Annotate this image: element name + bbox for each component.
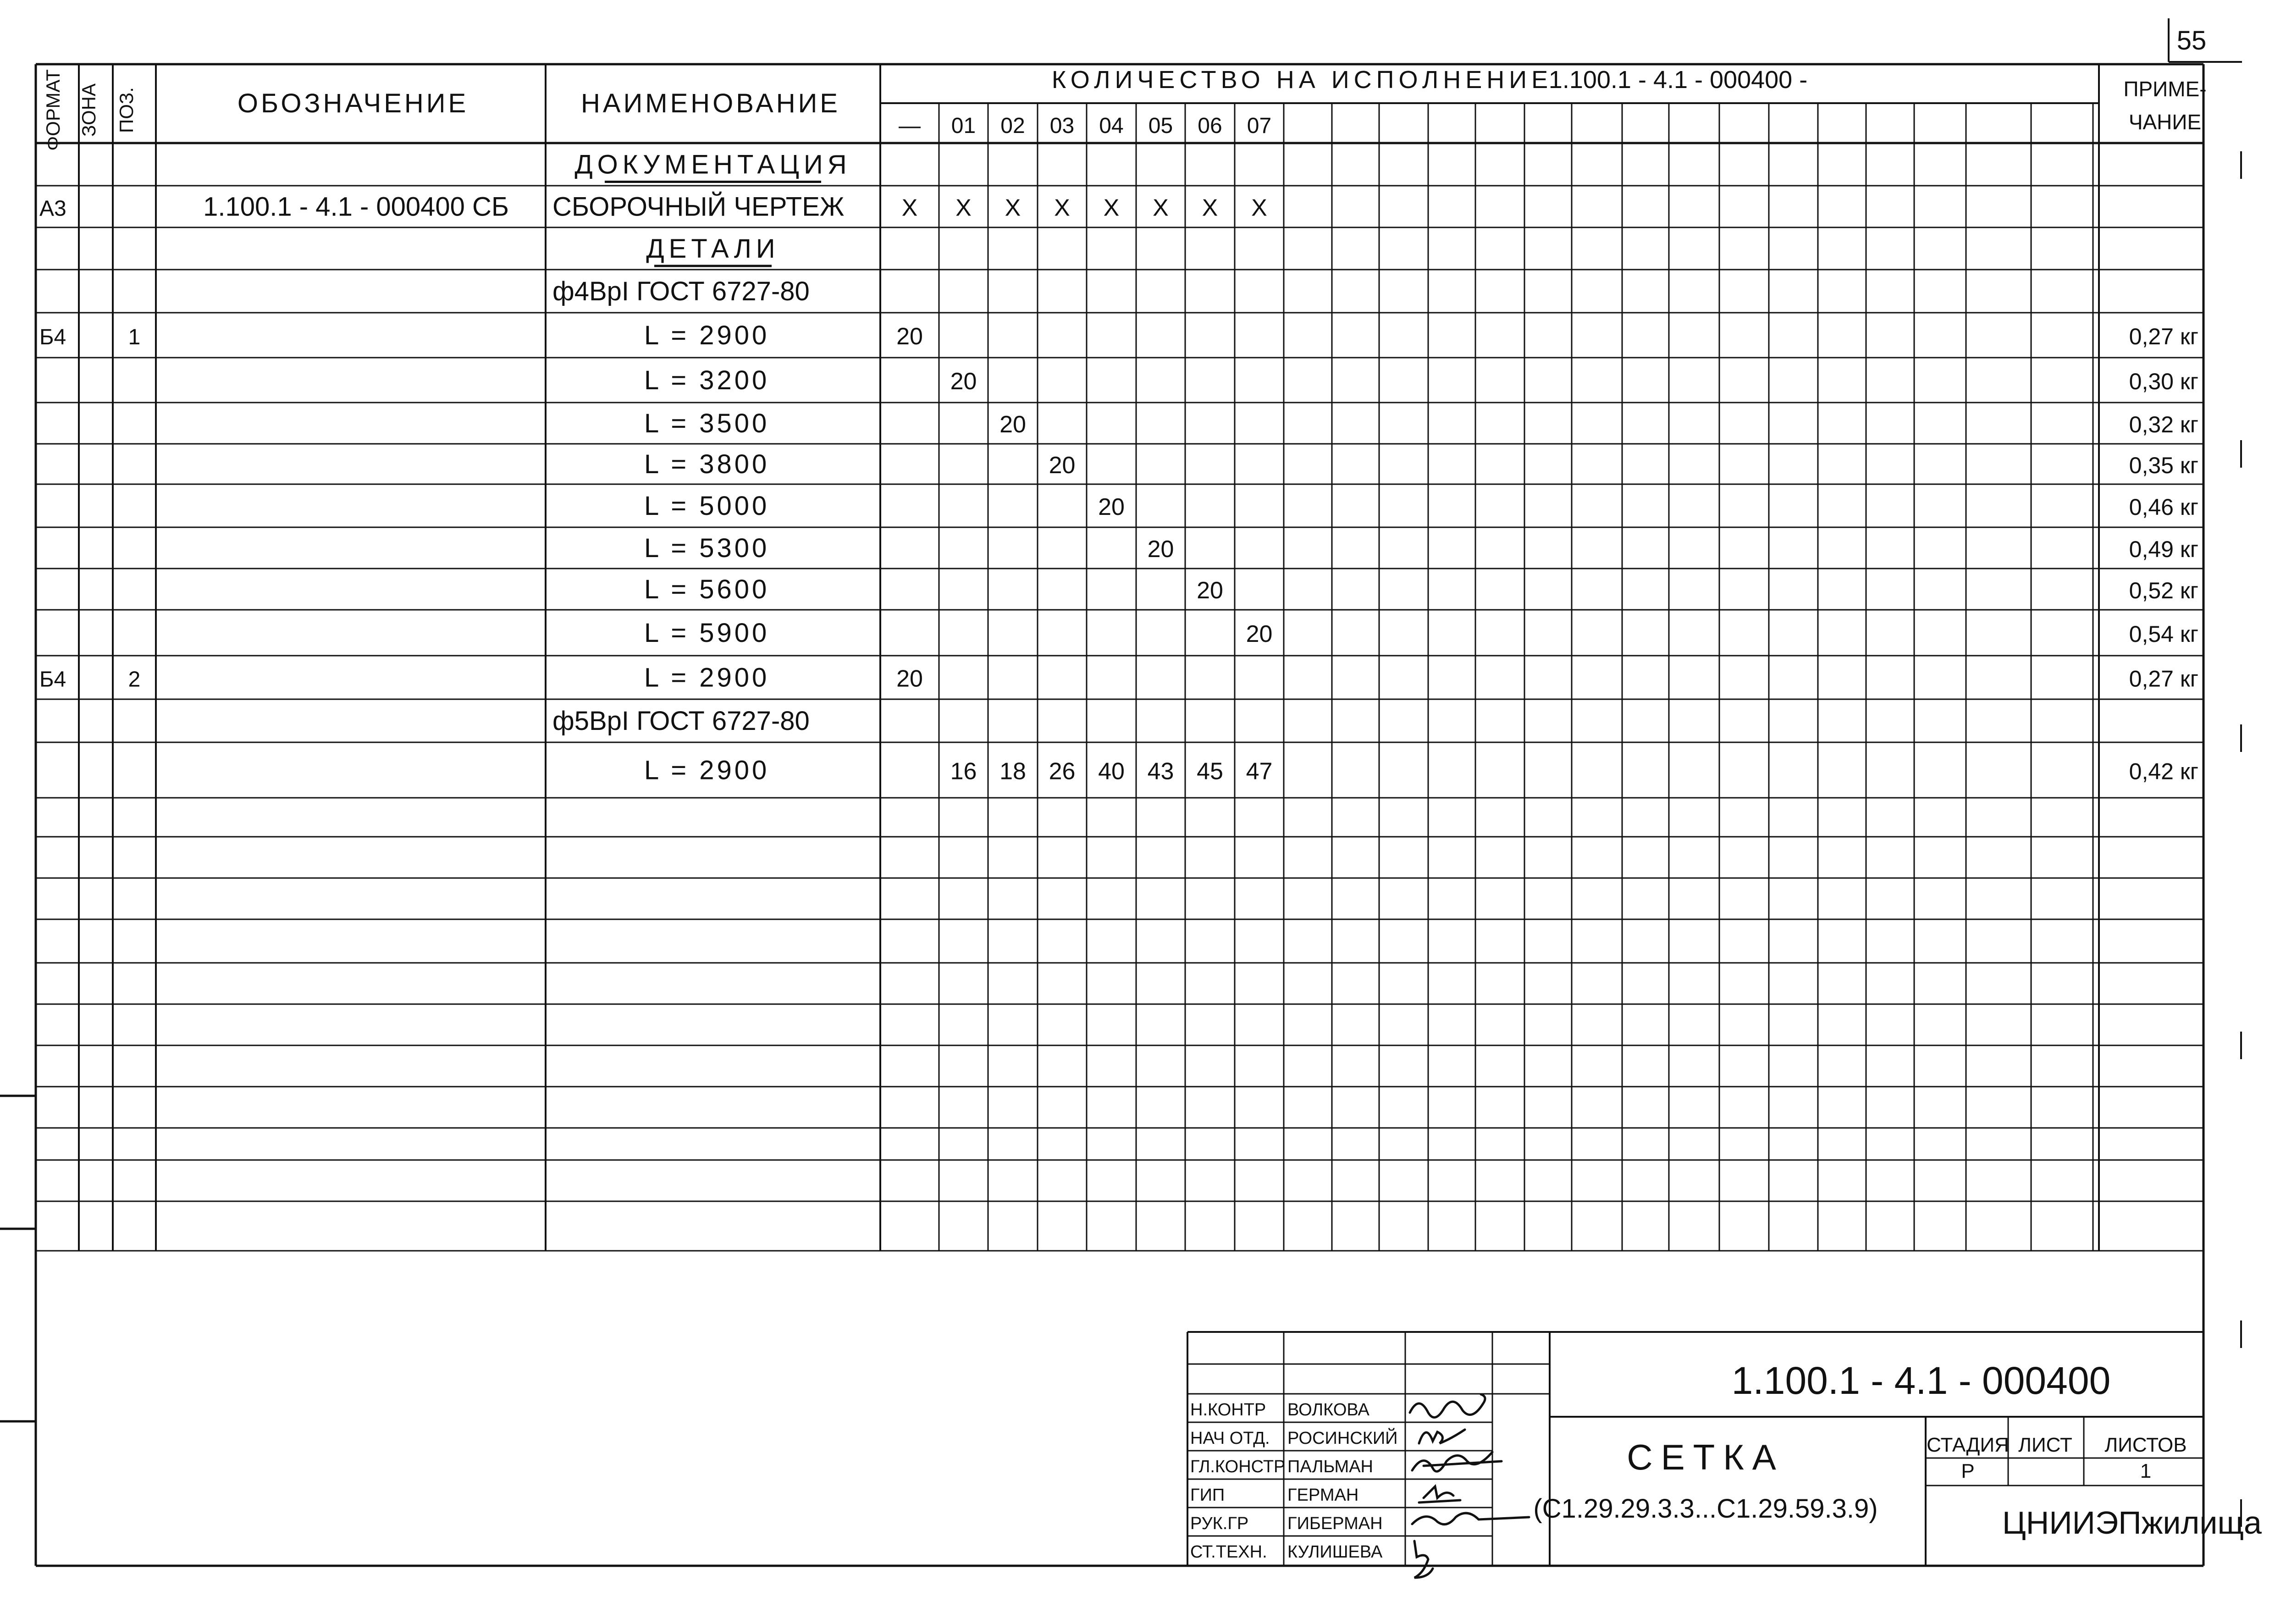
table-row-12-name: L = 2900 (644, 663, 770, 693)
signature-name-2: ПАЛЬМАН (1287, 1457, 1373, 1476)
table-row-2-name: ДЕТАЛИ (646, 234, 780, 264)
signature-role-0: Н.КОНТР (1190, 1400, 1266, 1420)
table-row-1-qty-4: Х (1103, 194, 1120, 221)
table-row-9-note: 0,49 кг (2129, 536, 2198, 562)
table-row-14-qty-5: 43 (1147, 758, 1174, 785)
handwritten-signature-3 (1419, 1486, 1460, 1502)
variant-header-5: 05 (1148, 114, 1173, 138)
table-row-1-qty-1: Х (955, 194, 972, 221)
signature-role-1: НАЧ ОТД. (1190, 1429, 1270, 1448)
table-row-9-name: L = 5300 (644, 533, 770, 563)
stage-value: Р (1961, 1460, 1975, 1482)
table-row-8-note: 0,46 кг (2129, 494, 2198, 520)
table-row-1-qty-7: Х (1251, 194, 1267, 221)
table-row-6-name: L = 3500 (644, 409, 770, 438)
table-row-13-name: ф5ВрI ГОСТ 6727-80 (552, 706, 810, 736)
table-row-7-name: L = 3800 (644, 449, 770, 479)
table-row-14-name: L = 2900 (644, 755, 770, 785)
table-row-1-qty-6: Х (1202, 194, 1218, 221)
table-row-1-name: СБОРОЧНЫЙ ЧЕРТЕЖ (552, 192, 845, 222)
quantity-header: КОЛИЧЕСТВО НА ИСПОЛНЕНИЕ (1051, 66, 1553, 94)
table-row-11-name: L = 5900 (644, 618, 770, 648)
table-row-14-qty-7: 47 (1246, 758, 1273, 785)
signature-name-5: КУЛИШЕВА (1287, 1542, 1383, 1562)
format-column-header: ФОРМАТ (42, 69, 64, 151)
variant-header-2: 02 (1000, 114, 1025, 138)
organization-name: ЦНИИЭПжилища (2002, 1505, 2262, 1541)
table-row-4-format: Б4 (39, 325, 66, 349)
note-column-header-line2: ЧАНИЕ (2128, 110, 2202, 134)
position-column-header: ПОЗ. (116, 87, 137, 133)
table-cells (39, 114, 2198, 785)
table-row-14-qty-6: 45 (1197, 758, 1223, 785)
sheet-label: ЛИСТ (2018, 1434, 2072, 1456)
table-row-9-qty-5: 20 (1147, 536, 1174, 563)
table-row-1-format: А3 (39, 196, 66, 221)
table-row-11-qty-7: 20 (1246, 621, 1273, 647)
signature-block (1187, 1394, 1529, 1578)
signature-role-2: ГЛ.КОНСТР (1190, 1457, 1286, 1476)
table-row-6-qty-2: 20 (999, 411, 1026, 438)
page-number: 55 (2176, 26, 2207, 55)
stage-label: СТАДИЯ (1927, 1434, 2009, 1456)
table-row-8-name: L = 5000 (644, 491, 770, 521)
handwritten-signature-4 (1412, 1513, 1529, 1525)
table-row-7-qty-3: 20 (1049, 452, 1076, 479)
table-row-10-qty-6: 20 (1197, 577, 1223, 604)
signature-name-3: ГЕРМАН (1287, 1486, 1359, 1505)
handwritten-signature-2 (1412, 1452, 1502, 1471)
variant-header-4: 04 (1099, 114, 1124, 138)
note-column-header-line1: ПРИМЕ- (2123, 77, 2207, 101)
table-row-4-position: 1 (128, 325, 141, 349)
table-row-7-note: 0,35 кг (2129, 453, 2198, 478)
table-row-12-position: 2 (128, 667, 141, 692)
signature-name-4: ГИБЕРМАН (1287, 1514, 1383, 1533)
table-row-12-qty-0: 20 (896, 665, 923, 692)
table-row-14-qty-4: 40 (1098, 758, 1125, 785)
table-row-5-name: L = 3200 (644, 365, 770, 395)
designation-column-header: ОБОЗНАЧЕНИЕ (237, 88, 469, 118)
table-row-0-name: ДОКУМЕНТАЦИЯ (574, 149, 851, 180)
table-row-1-qty-2: Х (1005, 194, 1021, 221)
table-row-14-qty-2: 18 (999, 758, 1026, 785)
table-row-14-qty-1: 16 (950, 758, 977, 785)
table-row-4-note: 0,27 кг (2129, 324, 2198, 349)
variant-header-1: 01 (951, 114, 976, 138)
drawing-subtitle: (С1.29.29.3.3...С1.29.59.3.9) (1533, 1494, 1878, 1524)
table-row-10-name: L = 5600 (644, 574, 770, 604)
handwritten-signature-5 (1414, 1541, 1433, 1578)
table-row-14-note: 0,42 кг (2129, 758, 2198, 784)
table-row-12-note: 0,27 кг (2129, 666, 2198, 692)
quantity-document-prefix: 1.100.1 - 4.1 - 000400 - (1548, 66, 1808, 94)
table-row-1-qty-3: Х (1054, 194, 1070, 221)
handwritten-signature-0 (1410, 1394, 1485, 1417)
table-row-1-qty-5: Х (1153, 194, 1169, 221)
table-row-10-note: 0,52 кг (2129, 578, 2198, 603)
signature-role-5: СТ.ТЕХН. (1190, 1542, 1267, 1562)
table-row-1-designation: 1.100.1 - 4.1 - 000400 СБ (203, 192, 509, 222)
table-row-3-name: ф4ВрI ГОСТ 6727-80 (552, 276, 810, 306)
signature-name-0: ВОЛКОВА (1287, 1400, 1369, 1420)
variant-header-0: — (899, 114, 921, 138)
zone-column-header: ЗОНА (78, 83, 99, 137)
table-row-8-qty-4: 20 (1098, 494, 1125, 520)
table-grid (0, 18, 2242, 1566)
sheets-label: ЛИСТОВ (2104, 1434, 2187, 1456)
signature-name-1: РОСИНСКИЙ (1287, 1429, 1398, 1448)
signature-role-4: РУК.ГР (1190, 1514, 1249, 1533)
name-column-header: НАИМЕНОВАНИЕ (581, 88, 840, 118)
table-row-1-qty-0: Х (901, 194, 918, 221)
drawing-title: СЕТКА (1627, 1437, 1784, 1477)
table-row-12-format: Б4 (39, 667, 66, 692)
handwritten-signature-1 (1419, 1430, 1465, 1443)
table-row-4-qty-0: 20 (896, 323, 923, 350)
signature-role-3: ГИП (1190, 1486, 1225, 1505)
table-row-4-name: L = 2900 (644, 320, 770, 350)
table-row-5-qty-1: 20 (950, 368, 977, 395)
variant-header-7: 07 (1247, 114, 1272, 138)
sheets-value: 1 (2140, 1460, 2152, 1482)
variant-header-3: 03 (1049, 114, 1075, 138)
table-row-6-note: 0,32 кг (2129, 412, 2198, 437)
variant-header-6: 06 (1198, 114, 1222, 138)
table-row-11-note: 0,54 кг (2129, 621, 2198, 647)
table-row-14-qty-3: 26 (1049, 758, 1076, 785)
document-number: 1.100.1 - 4.1 - 000400 (1731, 1359, 2111, 1402)
table-row-5-note: 0,30 кг (2129, 369, 2198, 394)
